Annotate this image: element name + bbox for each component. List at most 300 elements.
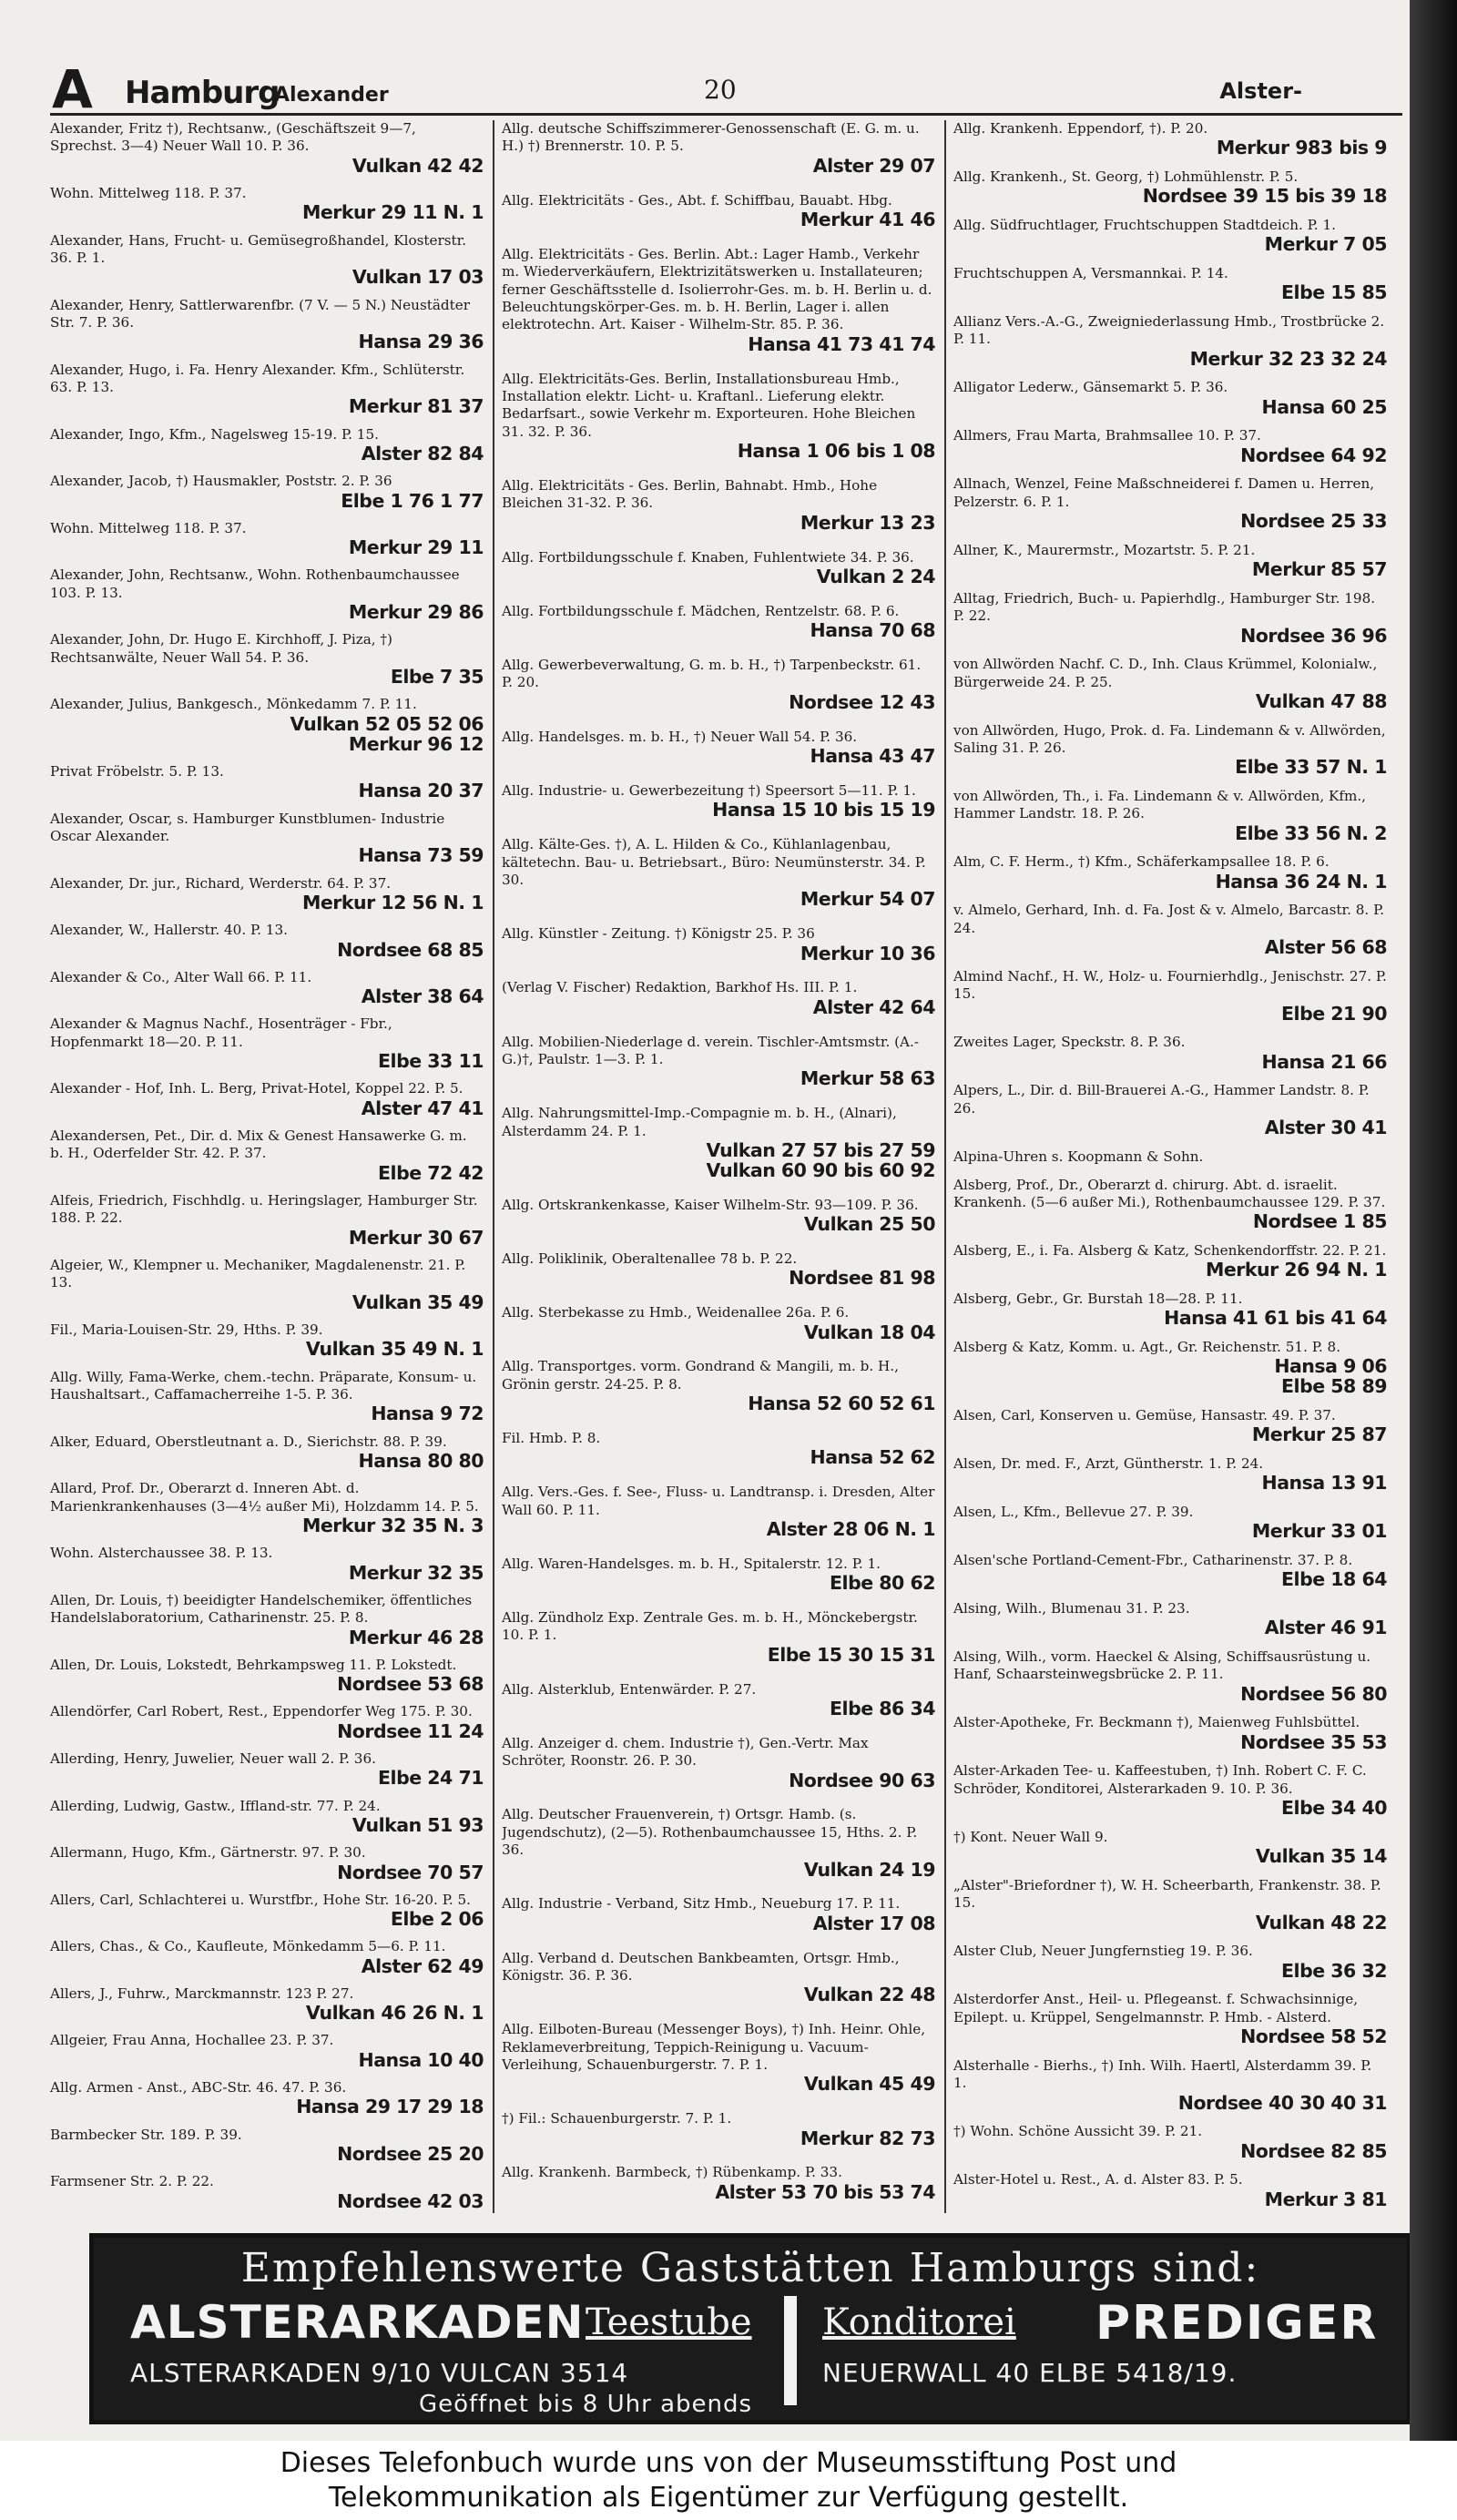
entry-text: Allg. Krankenh. Eppendorf, †). P. 20. xyxy=(953,120,1208,137)
ad-brand-konditorei: Konditorei xyxy=(822,2301,1016,2343)
directory-entry xyxy=(50,566,484,622)
entry-text: Allg. Fortbildungsschule f. Mädchen, Rentzelstr. 68. P. 6. xyxy=(502,602,900,619)
directory-entry xyxy=(502,1735,935,1791)
entry-phone: Hansa 13 91 xyxy=(1261,1472,1387,1495)
entry-text: Allg. Krankenh., St. Georg, †) Lohmühlenstr. P. 5. xyxy=(953,168,1299,185)
entry-text: Allg. Transportges. vorm. Gondrand & Mangili, m. b. H., Grönin gerstr. 24-25. P. 8. xyxy=(502,1358,899,1393)
directory-entry xyxy=(50,922,484,959)
entry-text: Allg. Verband d. Deutschen Bankbeamten, Ortsgr. Hmb., Königstr. 36. P. 36. xyxy=(502,1949,900,1984)
entry-text: Allg. Elektricitäts-Ges. Berlin, Installationsbureau Hmb., Installation elektr. Licht- u. Kraftanl.. Lieferung elektr. Bedarfsart., sowie Verkehr m. Exporteuren. Hohe Bleichen 31. 32. P. 36. xyxy=(502,370,916,440)
directory-entry xyxy=(953,542,1387,579)
entry-text: Alltag, Friedrich, Buch- u. Papierhdlg., Hamburger Str. 198. P. 22. xyxy=(953,589,1376,625)
entry-phone: Vulkan 27 57 bis 27 59 xyxy=(706,1138,935,1161)
entry-text: Allg. Fortbildungsschule f. Knaben, Fuhlentwiete 34. P. 36. xyxy=(502,548,914,566)
page-header xyxy=(50,58,1402,120)
directory-entry xyxy=(50,120,484,176)
entry-phone: Merkur 32 23 32 24 xyxy=(1189,347,1387,370)
directory-entry xyxy=(502,477,935,533)
entry-phone: Vulkan 18 04 xyxy=(803,1321,935,1343)
entry-text: Alexander, Ingo, Kfm., Nagelsweg 15-19. P. 15. xyxy=(50,425,379,443)
ad-address-2: NEUERWALL 40 ELBE 5418/19. xyxy=(822,2358,1238,2388)
directory-entry xyxy=(953,475,1387,531)
directory-entry xyxy=(953,379,1387,416)
entry-phone: Nordsee 25 33 xyxy=(1240,510,1387,533)
entry-text: Barmbecker Str. 189. P. 39. xyxy=(50,2126,242,2143)
entry-text: Fruchtschuppen A, Versmannkai. P. 14. xyxy=(953,265,1228,281)
entry-phone: Elbe 15 30 15 31 xyxy=(767,1643,935,1666)
entry-phone: Merkur 26 94 N. 1 xyxy=(1205,1259,1387,1281)
directory-entry xyxy=(50,362,484,417)
directory-entry xyxy=(502,1484,935,1539)
entry-text: Alexander, John, Rechtsanw., Wohn. Rothenbaumchaussee 103. P. 13. xyxy=(50,566,460,601)
entry-phone: Merkur 96 12 xyxy=(348,732,484,755)
directory-entry xyxy=(50,875,484,913)
directory-entry xyxy=(502,657,935,712)
entry-phone: Hansa 70 68 xyxy=(810,619,935,642)
entry-phone: Vulkan 35 49 xyxy=(352,1291,484,1313)
directory-entry xyxy=(50,1369,484,1424)
entry-text: Alexander & Magnus Nachf., Hosenträger - Fbr., Hopfenmarkt 18—20. P. 11. xyxy=(50,1015,392,1050)
entry-phone: Elbe 21 90 xyxy=(1281,1002,1387,1025)
entry-phone: Hansa 36 24 N. 1 xyxy=(1215,870,1387,893)
directory-entry xyxy=(50,763,484,801)
entry-phone: Vulkan 48 22 xyxy=(1255,1911,1387,1933)
entry-phone: Merkur 46 28 xyxy=(348,1626,484,1648)
entry-phone: Hansa 15 10 bis 15 19 xyxy=(712,799,935,821)
entry-phone: Merkur 81 37 xyxy=(348,395,484,418)
entry-text: Allgeier, Frau Anna, Hochallee 23. P. 37. xyxy=(50,2032,334,2049)
entry-text: Allen, Dr. Louis, Lokstedt, Behrkampsweg 11. P. Lokstedt. xyxy=(50,1656,457,1673)
directory-entry xyxy=(50,426,484,464)
entry-text: von Allwörden Nachf. C. D., Inh. Claus Krümmel, Kolonialw., Bürgerweide 24. P. 25. xyxy=(953,656,1378,690)
entry-phone: Merkur 3 81 xyxy=(1264,2188,1387,2210)
entry-text: Alsen, Dr. med. F., Arzt, Güntherstr. 1. P. 24. xyxy=(953,1455,1264,1473)
directory-entry xyxy=(502,1250,935,1288)
entry-text: Farmsener Str. 2. P. 22. xyxy=(50,2173,214,2190)
entry-phone: Merkur 7 05 xyxy=(1264,233,1387,256)
directory-entry xyxy=(50,1192,484,1248)
directory-entry xyxy=(502,2110,935,2148)
directory-entry xyxy=(502,729,935,766)
entry-phone: Hansa 21 66 xyxy=(1261,1050,1387,1073)
entry-text: Alster-Arkaden Tee- u. Kaffeestuben, †) Inh. Robert C. F. C. Schröder, Konditorei, Alsterarkaden 9. 10. P. 36. xyxy=(953,1762,1367,1797)
entry-text: Alexander, W., Hallerstr. 40. P. 13. xyxy=(50,922,288,939)
directory-entry xyxy=(502,1105,935,1180)
directory-entry xyxy=(953,1504,1387,1541)
entry-text: Allg. Eilboten-Bureau (Messenger Boys), †) Inh. Heinr. Ohle, Reklameverbreitung, Teppich-Reinigung u. Vacuum-Verleihung, Schauenburgerstr. 7. P. 1. xyxy=(502,2021,926,2074)
entry-text: v. Almelo, Gerhard, Inh. d. Fa. Jost & v. Almelo, Barcastr. 8. P. 24. xyxy=(953,902,1385,936)
entry-phone: Merkur 30 67 xyxy=(348,1226,484,1249)
directory-entry xyxy=(502,1556,935,1593)
directory-entry xyxy=(502,979,935,1016)
section-letter: A xyxy=(52,58,93,120)
ad-address-1: ALSTERARKADEN 9/10 VULCAN 3514 xyxy=(130,2358,629,2388)
entry-phone: Nordsee 68 85 xyxy=(337,938,484,961)
directory-entry xyxy=(50,1985,484,2023)
entry-phone: Vulkan 60 90 bis 60 92 xyxy=(706,1158,935,1181)
entry-phone: Hansa 29 17 29 18 xyxy=(296,2096,484,2118)
entry-text: Allg. Deutscher Frauenverein, †) Ortsgr. Hamb. (s. Jugendschutz), (2—5). Rothenbaumchaussee 15, Hths. 2. P. 36. xyxy=(502,1806,918,1859)
entry-text: von Allwörden, Th., i. Fa. Lindemann & v. Allwörden, Kfm., Hammer Landstr. 18. P. 26. xyxy=(953,788,1367,822)
entry-text: Alsen'sche Portland-Cement-Fbr., Catharinenstr. 37. P. 8. xyxy=(953,1552,1353,1569)
entry-text: Alfeis, Friedrich, Fischhdlg. u. Heringslager, Hamburger Str. 188. P. 22. xyxy=(50,1191,478,1227)
entry-text: Allg. Sterbekasse zu Hmb., Weidenallee 26a. P. 6. xyxy=(502,1304,850,1321)
entry-phone: Hansa 80 80 xyxy=(358,1449,484,1472)
directory-entry xyxy=(953,968,1387,1024)
binding-shadow xyxy=(1410,0,1457,2441)
entry-phone: Vulkan 51 93 xyxy=(352,1813,484,1836)
entry-phone: Nordsee 36 96 xyxy=(1240,624,1387,647)
entry-text: Allg. Industrie- u. Gewerbezeitung †) Speersort 5—11. P. 1. xyxy=(502,781,916,799)
entry-text: Alpina-Uhren s. Koopmann & Sohn. xyxy=(953,1148,1204,1165)
directory-entry xyxy=(953,1648,1387,1704)
entry-phone: Hansa 41 73 41 74 xyxy=(748,332,935,355)
directory-entry xyxy=(953,313,1387,369)
directory-entry xyxy=(50,1545,484,1582)
directory-entry xyxy=(502,120,935,176)
directory-entry xyxy=(502,246,935,354)
entry-text: Allnach, Wenzel, Feine Maßschneiderei f. Damen u. Herren, Pelzerstr. 6. P. 1. xyxy=(953,475,1375,510)
entry-text: Alster-Apotheke, Fr. Beckmann †), Maienweg Fuhlsbüttel. xyxy=(953,1714,1360,1731)
directory-entry xyxy=(50,1798,484,1835)
entry-phone: Hansa 52 60 52 61 xyxy=(748,1393,935,1415)
entry-text: Allg. Ortskrankenkasse, Kaiser Wilhelm-Str. 93—109. P. 36. xyxy=(502,1196,919,1213)
entry-text: Allg. Zündholz Exp. Zentrale Ges. m. b. H., Mönckebergstr. 10. P. 1. xyxy=(502,1608,918,1644)
entry-phone: Merkur 25 87 xyxy=(1251,1423,1387,1446)
entry-phone: Hansa 52 62 xyxy=(810,1446,935,1469)
entry-text: Algeier, W., Klempner u. Mechaniker, Magdalenenstr. 21. P. 13. xyxy=(50,1256,466,1291)
directory-entry xyxy=(50,232,484,288)
directory-entry xyxy=(953,1552,1387,1589)
entry-phone: Nordsee 12 43 xyxy=(789,690,935,713)
entry-phone: Elbe 7 35 xyxy=(390,666,484,689)
directory-entry xyxy=(50,811,484,866)
directory-entry xyxy=(953,853,1387,891)
directory-entry xyxy=(50,1657,484,1694)
directory-entry xyxy=(50,1433,484,1471)
entry-phone: Elbe 33 57 N. 1 xyxy=(1235,756,1387,779)
entry-text: Allerding, Henry, Juwelier, Neuer wall 2. P. 36. xyxy=(50,1750,376,1767)
directory-entry xyxy=(953,1455,1387,1493)
entry-phone: Merkur 32 35 xyxy=(348,1561,484,1584)
entry-phone: Elbe 86 34 xyxy=(830,1697,935,1719)
entry-phone: Merkur 10 36 xyxy=(800,942,935,964)
directory-entry xyxy=(50,1892,484,1929)
entry-text: Alm, C. F. Herm., †) Kfm., Schäferkampsallee 18. P. 6. xyxy=(953,853,1330,871)
listing-column-3 xyxy=(953,120,1387,2213)
directory-entry xyxy=(502,1358,935,1413)
entry-text: Alexander, Jacob, †) Hausmakler, Poststr. 2. P. 36 xyxy=(50,473,392,490)
entry-phone: Elbe 33 11 xyxy=(378,1050,484,1073)
directory-entry xyxy=(953,1943,1387,1980)
entry-phone: Nordsee 1 85 xyxy=(1252,1210,1387,1233)
directory-entry xyxy=(502,1681,935,1719)
directory-entry xyxy=(953,1291,1387,1328)
entry-text: Allg. Gewerbeverwaltung, G. m. b. H., †) Tarpenbeckstr. 61. P. 20. xyxy=(502,657,922,691)
entry-text: Allard, Prof. Dr., Oberarzt d. Inneren Abt. d. Marienkrankenhauses (3—4½ außer Mi), Holzdamm 14. P. 5. xyxy=(50,1480,479,1515)
directory-entry xyxy=(953,1242,1387,1280)
directory-entry xyxy=(953,265,1387,302)
directory-entry xyxy=(502,1950,935,2005)
entry-phone: Alster 30 41 xyxy=(1264,1117,1387,1139)
directory-entry xyxy=(50,2079,484,2117)
entry-phone: Vulkan 24 19 xyxy=(803,1858,935,1881)
entry-phone: Hansa 1 06 bis 1 08 xyxy=(737,440,935,463)
directory-entry xyxy=(50,2127,484,2164)
entry-phone: Hansa 73 59 xyxy=(358,844,484,867)
entry-text: von Allwörden, Hugo, Prok. d. Fa. Lindemann & v. Allwörden, Saling 31. P. 26. xyxy=(953,721,1386,757)
directory-entry xyxy=(953,1829,1387,1866)
entry-text: Allg. Willy, Fama-Werke, chem.-techn. Präparate, Konsum- u. Haushaltsart., Caffamacherreihe 1-5. P. 36. xyxy=(50,1368,477,1403)
directory-entry xyxy=(50,1938,484,1975)
entry-text: Zweites Lager, Speckstr. 8. P. 36. xyxy=(953,1034,1186,1051)
entry-phone: Elbe 2 06 xyxy=(390,1908,484,1931)
directory-entry xyxy=(953,1177,1387,1232)
entry-text: Alsen, L., Kfm., Bellevue 27. P. 39. xyxy=(953,1504,1194,1521)
entry-phone: Nordsee 90 63 xyxy=(789,1769,935,1791)
entry-phone: Merkur 13 23 xyxy=(800,511,935,534)
entry-text: Alsterdorfer Anst., Heil- u. Pflegeanst. f. Schwachsinnige, Epilept. u. Krüppel, Sengelmannstr. P. Hmb. - Alsterd. xyxy=(953,1991,1359,2025)
entry-text: Alexandersen, Pet., Dir. d. Mix & Genest Hansawerke G. m. b. H., Oderfelder Str. 42. P. 37. xyxy=(50,1127,467,1162)
directory-entry xyxy=(50,1127,484,1183)
entry-phone: Nordsee 53 68 xyxy=(337,1673,484,1696)
entry-phone: Nordsee 25 20 xyxy=(337,2143,484,2166)
directory-entry xyxy=(953,1991,1387,2046)
directory-entry xyxy=(953,427,1387,464)
entry-text: Alster Club, Neuer Jungfernstieg 19. P. 36. xyxy=(953,1943,1253,1960)
directory-entry xyxy=(953,2123,1387,2160)
directory-entry xyxy=(50,2032,484,2069)
ad-brand-alsterarkaden: ALSTERARKADEN xyxy=(130,2296,585,2349)
entry-phone: Merkur 82 73 xyxy=(800,2127,935,2149)
entry-phone: Elbe 15 85 xyxy=(1281,281,1387,304)
directory-entry xyxy=(50,969,484,1006)
column-divider xyxy=(944,120,946,2213)
entry-text: Allg. Elektricitäts - Ges., Abt. f. Schiffbau, Bauabt. Hbg. xyxy=(502,191,892,209)
entry-text: Allg. Krankenh. Barmbeck, †) Rübenkamp. P. 33. xyxy=(502,2164,842,2181)
entry-text: Allg. Südfruchtlager, Fruchtschuppen Stadtdeich. P. 1. xyxy=(953,217,1336,233)
ad-opening-hours: Geöffnet bis 8 Uhr abends xyxy=(418,2391,753,2418)
entry-text: Allg. Industrie - Verband, Sitz Hmb., Neueburg 17. P. 11. xyxy=(502,1895,901,1913)
entry-text: Alpers, L., Dir. d. Bill-Brauerei A.-G., Hammer Landstr. 8. P. 26. xyxy=(953,1082,1370,1117)
entry-phone: Merkur 85 57 xyxy=(1251,558,1387,581)
directory-entry xyxy=(502,1034,935,1089)
entry-text: Wohn. Mittelweg 118. P. 37. xyxy=(50,519,247,536)
entry-phone: Nordsee 11 24 xyxy=(337,1719,484,1742)
directory-entry xyxy=(953,1407,1387,1444)
entry-phone: Elbe 34 40 xyxy=(1281,1797,1387,1820)
entry-text: Alsberg, E., i. Fa. Alsberg & Katz, Schenkendorffstr. 22. P. 21. xyxy=(953,1242,1387,1260)
entry-text: †) Fil.: Schauenburgerstr. 7. P. 1. xyxy=(502,2110,732,2127)
entry-text: Alexander, John, Dr. Hugo E. Kirchhoff, J. Piza, †) Rechtsanwälte, Neuer Wall 54. P. 36. xyxy=(50,631,392,666)
range-start: Alexander xyxy=(274,84,389,107)
entry-phone: Vulkan 52 05 52 06 xyxy=(290,712,484,735)
directory-entry xyxy=(50,1257,484,1312)
entry-text: Allen, Dr. Louis, †) beeidigter Handelschemiker, öffentliches Handelslaboratorium, Catharinenstr. 25. P. 8. xyxy=(50,1591,473,1627)
entry-phone: Hansa 10 40 xyxy=(358,2048,484,2071)
entry-phone: Nordsee 64 92 xyxy=(1240,444,1387,466)
entry-text: Alexander & Co., Alter Wall 66. P. 11. xyxy=(50,968,312,985)
entry-phone: Alster 28 06 N. 1 xyxy=(766,1517,935,1540)
entry-text: Alster-Hotel u. Rest., A. d. Alster 83. P. 5. xyxy=(953,2171,1243,2188)
ad-brand-teestube: Teestube xyxy=(586,2301,752,2343)
entry-text: Allg. Alsterklub, Entenwärder. P. 27. xyxy=(502,1680,757,1698)
entry-phone: Hansa 20 37 xyxy=(358,780,484,802)
entry-phone: Alster 38 64 xyxy=(361,985,484,1008)
entry-text: Allers, Chas., & Co., Kaufleute, Mönkedamm 5—6. P. 11. xyxy=(50,1938,446,1955)
directory-entry xyxy=(502,1430,935,1467)
entry-phone: Elbe 58 89 xyxy=(1281,1375,1387,1398)
entry-text: Alsen, Carl, Konserven u. Gemüse, Hansastr. 49. P. 37. xyxy=(953,1407,1336,1424)
directory-entry xyxy=(953,1034,1387,1071)
entry-text: Allner, K., Maurermstr., Mozartstr. 5. P. 21. xyxy=(953,541,1256,558)
entry-text: Allers, J., Fuhrw., Marckmannstr. 123 P. 27. xyxy=(50,1984,354,2002)
entry-phone: Elbe 36 32 xyxy=(1281,1959,1387,1982)
directory-entry xyxy=(502,2164,935,2201)
entry-text: Allerding, Ludwig, Gastw., Iffland-str. 77. P. 24. xyxy=(50,1797,381,1814)
entry-phone: Vulkan 17 03 xyxy=(352,266,484,289)
entry-phone: Merkur 983 bis 9 xyxy=(1216,137,1387,159)
directory-entry xyxy=(50,631,484,687)
directory-entry xyxy=(953,722,1387,778)
directory-entry xyxy=(502,1304,935,1342)
entry-text: Wohn. Mittelweg 118. P. 37. xyxy=(50,185,247,201)
entry-text: Allg. Vers.-Ges. f. See-, Fluss- u. Landtransp. i. Dresden, Alter Wall 60. P. 11. xyxy=(502,1484,935,1518)
entry-text: Alsing, Wilh., Blumenau 31. P. 23. xyxy=(953,1600,1190,1617)
entry-text: Alexander, Henry, Sattlerwarenfbr. (7 V. — 5 N.) Neustädter Str. 7. P. 36. xyxy=(50,296,470,331)
entry-text: Allg. Handelsges. m. b. H., †) Neuer Wall 54. P. 36. xyxy=(502,728,858,745)
entry-text: Allg. Poliklinik, Oberaltenallee 78 b. P. 22. xyxy=(502,1250,798,1267)
entry-text: Allg. Kälte-Ges. †), A. L. Hilden & Co., Kühlanlagenbau, kältetechn. Bau- u. Betriebsart., Büro: Neumünsterstr. 34. P. 30. xyxy=(502,836,926,888)
directory-entry xyxy=(953,2171,1387,2209)
entry-text: Allg. Elektricitäts - Ges. Berlin, Bahnabt. Hmb., Hohe Bleichen 31-32. P. 36. xyxy=(502,477,878,512)
entry-phone: Alster 62 49 xyxy=(361,1954,484,1977)
directory-entry xyxy=(50,473,484,510)
directory-entry xyxy=(953,902,1387,957)
directory-entry xyxy=(953,1600,1387,1637)
entry-phone: Vulkan 42 42 xyxy=(352,154,484,177)
entry-phone: Alster 56 68 xyxy=(1264,936,1387,959)
entry-text: „Alster"-Briefordner †), W. H. Scheerbarth, Frankenstr. 38. P. 15. xyxy=(953,1876,1381,1912)
entry-text: Alexander, Fritz †), Rechtsanw., (Geschäftszeit 9—7, Sprechst. 3—4) Neuer Wall 10. P. 36. xyxy=(50,120,416,155)
entry-phone: Merkur 54 07 xyxy=(800,888,935,911)
entry-phone: Vulkan 22 48 xyxy=(803,1984,935,2006)
entry-phone: Merkur 41 46 xyxy=(800,209,935,231)
directory-entry xyxy=(502,1806,935,1879)
entry-phone: Hansa 29 36 xyxy=(358,331,484,353)
listing-columns xyxy=(50,120,1398,2213)
entry-phone: Alster 82 84 xyxy=(361,443,484,464)
directory-entry xyxy=(50,696,484,753)
directory-entry xyxy=(50,1592,484,1648)
entry-text: Alsing, Wilh., vorm. Haeckel & Alsing, Schiffsausrüstung u. Hanf, Schaarsteinwegsbrücke 2. P. 11. xyxy=(953,1648,1371,1683)
entry-text: Almind Nachf., H. W., Holz- u. Fournierhdlg., Jenischstr. 27. P. 15. xyxy=(953,967,1387,1003)
entry-phone: Merkur 32 35 N. 3 xyxy=(301,1514,484,1536)
entry-phone: Nordsee 35 53 xyxy=(1240,1730,1387,1753)
directory-entry xyxy=(50,2173,484,2210)
entry-text: Fil. Hmb. P. 8. xyxy=(502,1429,601,1446)
entry-phone: Vulkan 47 88 xyxy=(1255,690,1387,713)
entry-phone: Merkur 58 63 xyxy=(800,1067,935,1090)
directory-entry xyxy=(953,1877,1387,1933)
directory-entry xyxy=(953,1762,1387,1818)
listing-column-1 xyxy=(50,120,484,2213)
directory-entry xyxy=(502,836,935,909)
entry-text: Allg. Armen - Anst., ABC-Str. 46. 47. P. 36. xyxy=(50,2079,347,2097)
entry-text: Allianz Vers.-A.-G., Zweigniederlassung Hmb., Trostbrücke 2. P. 11. xyxy=(953,313,1385,348)
entry-text: Allg. Anzeiger d. chem. Industrie †), Gen.-Vertr. Max Schröter, Roonstr. 26. P. 30. xyxy=(502,1734,869,1770)
entry-phone: Merkur 33 01 xyxy=(1251,1520,1387,1543)
entry-phone: Alster 17 08 xyxy=(812,1912,935,1934)
entry-text: Alsberg, Gebr., Gr. Burstah 18—28. P. 11. xyxy=(953,1291,1243,1308)
city-title: Hamburg xyxy=(125,75,280,111)
directory-entry xyxy=(50,185,484,222)
advertisement-banner xyxy=(89,2233,1411,2424)
entry-phone: Hansa 60 25 xyxy=(1261,395,1387,418)
entry-phone: Nordsee 56 80 xyxy=(1240,1682,1387,1705)
entry-phone: Vulkan 35 49 N. 1 xyxy=(305,1338,484,1361)
directory-entry xyxy=(953,1082,1387,1138)
entry-text: Alligator Lederw., Gänsemarkt 5. P. 36. xyxy=(953,379,1228,396)
directory-entry xyxy=(502,1609,935,1665)
entry-phone: Nordsee 42 03 xyxy=(337,2189,484,2212)
directory-entry xyxy=(50,297,484,352)
archive-footer xyxy=(0,2441,1457,2520)
entry-phone: Nordsee 82 85 xyxy=(1240,2139,1387,2162)
entry-phone: Nordsee 70 57 xyxy=(337,1861,484,1883)
entry-text: Alsterhalle - Bierhs., †) Inh. Wilh. Haertl, Alsterdamm 39. P. 1. xyxy=(953,2056,1372,2092)
entry-text: Wohn. Alsterchaussee 38. P. 13. xyxy=(50,1545,273,1562)
entry-phone: Hansa 9 06 xyxy=(1274,1355,1387,1378)
range-end: Alster- xyxy=(1219,78,1302,104)
directory-entry xyxy=(502,1197,935,1234)
directory-entry xyxy=(50,1080,484,1117)
entry-phone: Hansa 41 61 bis 41 64 xyxy=(1164,1307,1387,1330)
ad-divider xyxy=(784,2296,797,2405)
directory-entry xyxy=(502,549,935,587)
entry-phone: Elbe 80 62 xyxy=(830,1572,935,1595)
directory-entry xyxy=(953,2057,1387,2113)
directory-entry xyxy=(953,1148,1387,1166)
page-number: 20 xyxy=(704,75,737,105)
entry-phone: Nordsee 58 52 xyxy=(1240,2025,1387,2048)
listing-column-2 xyxy=(502,120,935,2213)
entry-text: Alexander, Julius, Bankgesch., Mönkedamm 7. P. 11. xyxy=(50,696,417,713)
directory-entry xyxy=(953,217,1387,254)
footer-line-1: Dieses Telefonbuch wurde uns von der Museumsstiftung Post und xyxy=(280,2447,1177,2479)
directory-entry xyxy=(50,1015,484,1071)
directory-entry xyxy=(953,120,1387,158)
entry-phone: Alster 42 64 xyxy=(812,995,935,1018)
directory-entry xyxy=(953,168,1387,206)
entry-text: Allendörfer, Carl Robert, Rest., Eppendorfer Weg 175. P. 30. xyxy=(50,1703,473,1720)
entry-text: Allermann, Hugo, Kfm., Gärtnerstr. 97. P. 30. xyxy=(50,1844,366,1862)
entry-text: Alsberg, Prof., Dr., Oberarzt d. chirurg. Abt. d. israelit. Krankenh. (5—6 außer Mi.), Rothenbaumchaussee 129. P. 37. xyxy=(953,1176,1386,1211)
entry-text: (Verlag V. Fischer) Redaktion, Barkhof Hs. III. P. 1. xyxy=(502,979,858,996)
directory-entry xyxy=(502,1895,935,1933)
entry-text: †) Kont. Neuer Wall 9. xyxy=(953,1828,1108,1845)
entry-phone: Alster 53 70 bis 53 74 xyxy=(715,2180,935,2203)
entry-phone: Elbe 1 76 1 77 xyxy=(341,489,484,512)
directory-entry xyxy=(953,788,1387,843)
entry-text: Fil., Maria-Louisen-Str. 29, Hths. P. 39. xyxy=(50,1321,323,1338)
entry-text: Allmers, Frau Marta, Brahmsallee 10. P. 37. xyxy=(953,427,1261,444)
entry-phone: Alster 46 91 xyxy=(1264,1617,1387,1639)
entry-phone: Nordsee 39 15 bis 39 18 xyxy=(1142,185,1387,208)
entry-phone: Hansa 43 47 xyxy=(810,745,935,768)
entry-text: Alexander, Dr. jur., Richard, Werderstr. 64. P. 37. xyxy=(50,874,392,892)
entry-phone: Hansa 9 72 xyxy=(371,1403,484,1425)
